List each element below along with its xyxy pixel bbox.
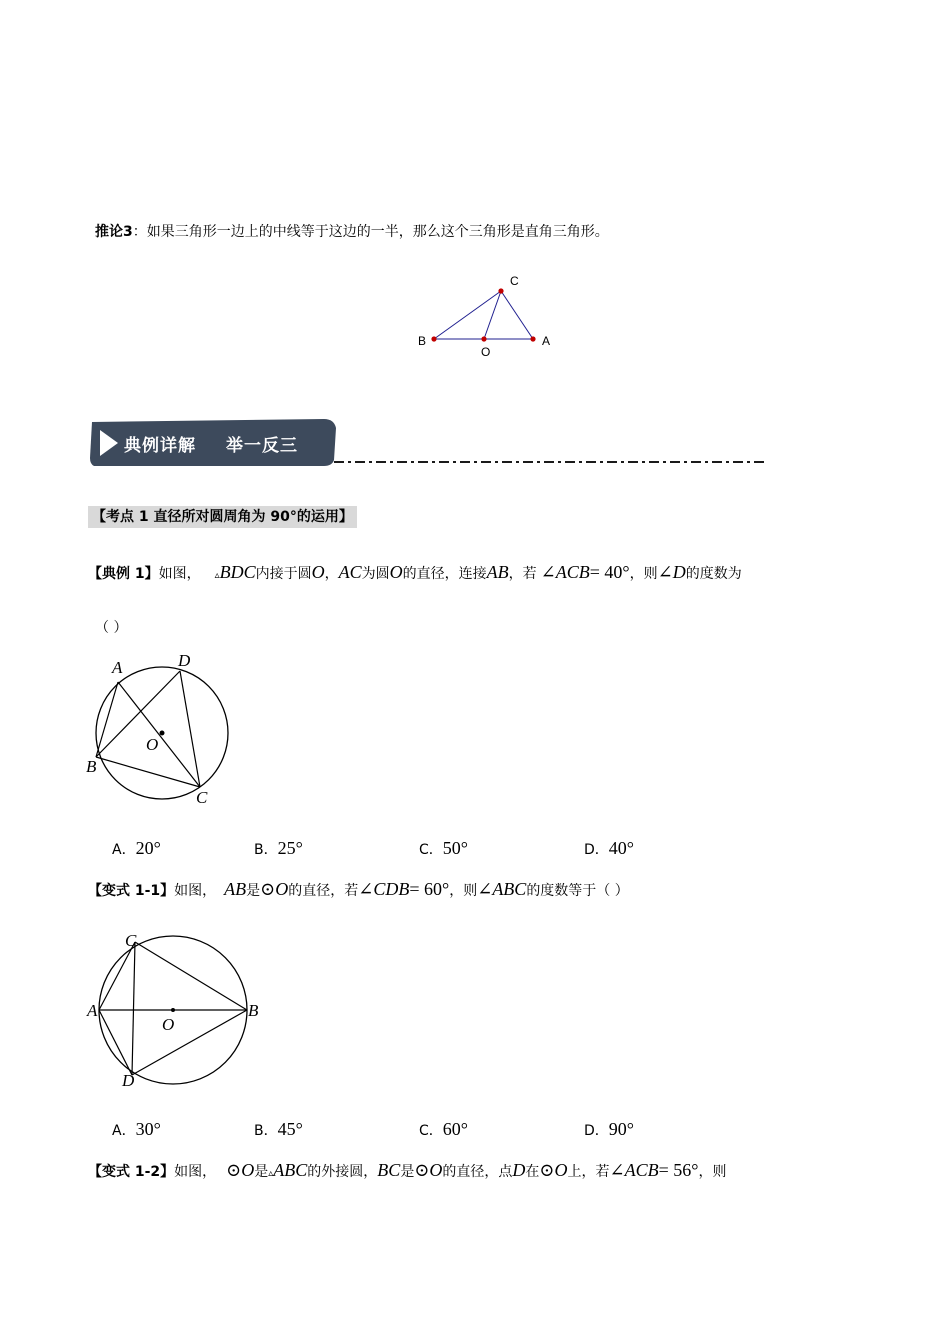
chord-cd bbox=[132, 942, 135, 1075]
label-b: B bbox=[86, 757, 97, 776]
math-value: = 56° bbox=[658, 1160, 699, 1180]
option-letter: D． bbox=[584, 1123, 609, 1139]
math-o: O bbox=[429, 1160, 443, 1180]
chord-ac bbox=[99, 942, 135, 1010]
option-value: 45° bbox=[277, 1119, 303, 1139]
chord-bc bbox=[96, 757, 200, 787]
math-bdc: BDC bbox=[219, 562, 256, 582]
corollary-3 bbox=[95, 222, 609, 242]
angle-icon: ∠ bbox=[609, 1160, 625, 1180]
text-seg: ，则 bbox=[698, 1164, 727, 1180]
triangle-icon: ▵ bbox=[268, 1168, 274, 1179]
circle-o-icon: ⊙ bbox=[414, 1160, 430, 1180]
option-letter: D． bbox=[584, 842, 609, 858]
math-o: O bbox=[389, 562, 403, 582]
point-c bbox=[498, 288, 503, 293]
math-acb: ACB bbox=[624, 1160, 659, 1180]
label-b: B bbox=[418, 334, 427, 348]
text-seg: 是 bbox=[254, 1164, 269, 1180]
text-seg: 上，若 bbox=[567, 1164, 610, 1180]
text-seg: 如图， bbox=[158, 566, 201, 582]
option-value: 30° bbox=[135, 1119, 161, 1139]
variant-1-1-statement bbox=[88, 874, 629, 906]
banner-title: 典例详解 bbox=[124, 436, 196, 456]
option-value: 90° bbox=[608, 1119, 634, 1139]
math-d: D bbox=[512, 1160, 526, 1180]
label-a: A bbox=[87, 1001, 98, 1020]
option-d bbox=[584, 836, 634, 862]
section-banner bbox=[88, 416, 778, 468]
variant-1-1-tag: 【变式 1-1】 bbox=[88, 883, 175, 899]
label-o: O bbox=[146, 735, 159, 754]
segment-bc bbox=[434, 291, 501, 339]
option-value: 40° bbox=[608, 838, 634, 858]
point-a bbox=[530, 336, 535, 341]
text-seg: 的度数为 bbox=[685, 566, 742, 582]
text-seg: ， bbox=[324, 566, 339, 582]
circle-figure-1 bbox=[82, 650, 247, 810]
option-b bbox=[254, 1117, 303, 1143]
text-seg: ，则 bbox=[449, 883, 478, 899]
option-value: 60° bbox=[442, 1119, 468, 1139]
text-seg: 为圆 bbox=[361, 566, 390, 582]
math-o: O bbox=[275, 879, 289, 899]
text-seg: ，则 bbox=[629, 566, 658, 582]
corollary-text: ：如果三角形一边上的中线等于这边的一半，那么这个三角形是直角三角形。 bbox=[132, 224, 609, 240]
example-1-statement bbox=[88, 557, 742, 591]
circle-o-icon: ⊙ bbox=[226, 1160, 242, 1180]
label-a: A bbox=[542, 334, 551, 348]
math-ab: AB bbox=[224, 879, 247, 899]
chord-ad bbox=[99, 1010, 132, 1075]
option-value: 20° bbox=[135, 838, 161, 858]
label-b: B bbox=[248, 1001, 259, 1020]
circle-figure-2 bbox=[82, 932, 262, 1092]
chord-db bbox=[132, 1010, 247, 1075]
angle-icon: ∠ bbox=[657, 562, 673, 582]
center-point bbox=[160, 731, 165, 736]
point-o bbox=[481, 336, 486, 341]
option-c bbox=[419, 836, 468, 862]
corollary-label: 推论3 bbox=[95, 224, 133, 240]
variant-1-2-statement bbox=[88, 1155, 726, 1189]
text-seg: 在 bbox=[525, 1164, 540, 1180]
text-seg: 的直径，若 bbox=[288, 883, 359, 899]
segment-oc bbox=[484, 291, 501, 339]
option-c bbox=[419, 1117, 468, 1143]
option-b bbox=[254, 836, 303, 862]
option-a bbox=[112, 1117, 161, 1143]
circle-o-icon: ⊙ bbox=[539, 1160, 555, 1180]
angle-icon: ∠ bbox=[540, 562, 556, 582]
label-o: O bbox=[481, 345, 491, 359]
label-d: D bbox=[178, 651, 191, 670]
label-c: C bbox=[510, 274, 519, 288]
text-seg: 的直径，连接 bbox=[402, 566, 487, 582]
angle-icon: ∠ bbox=[358, 879, 374, 899]
option-d bbox=[584, 1117, 634, 1143]
circle-o-icon: ⊙ bbox=[260, 879, 276, 899]
text-seg: ，若 bbox=[508, 566, 537, 582]
triangle-figure bbox=[410, 270, 570, 365]
label-d: D bbox=[122, 1071, 135, 1090]
option-letter: B． bbox=[254, 1123, 278, 1139]
option-letter: B． bbox=[254, 842, 278, 858]
math-value: = 40° bbox=[589, 562, 630, 582]
option-letter: A． bbox=[112, 1123, 136, 1139]
option-a bbox=[112, 836, 161, 862]
label-a: A bbox=[112, 658, 123, 677]
math-ab: AB bbox=[486, 562, 509, 582]
angle-icon: ∠ bbox=[477, 879, 493, 899]
math-value: = 60° bbox=[409, 879, 450, 899]
math-acb: ACB bbox=[555, 562, 590, 582]
variant-1-2-tag: 【变式 1-2】 bbox=[88, 1164, 175, 1180]
topic-heading: 【考点 1 直径所对圆周角为 90°的运用】 bbox=[88, 506, 357, 528]
segment-ca bbox=[501, 291, 533, 339]
label-o: O bbox=[162, 1015, 175, 1034]
point-b bbox=[431, 336, 436, 341]
text-seg: 的外接圆， bbox=[307, 1164, 378, 1180]
text-seg: 是 bbox=[400, 1164, 415, 1180]
example-1-tag: 【典例 1】 bbox=[88, 566, 159, 582]
math-o: O bbox=[241, 1160, 255, 1180]
math-bc: BC bbox=[377, 1160, 401, 1180]
text-seg: 如图， bbox=[174, 1164, 217, 1180]
math-cdb: CDB bbox=[373, 879, 410, 899]
chord-cb bbox=[135, 942, 247, 1010]
option-value: 50° bbox=[442, 838, 468, 858]
text-seg: 的度数等于（ ） bbox=[526, 883, 629, 899]
option-letter: A． bbox=[112, 842, 136, 858]
math-o: O bbox=[311, 562, 325, 582]
text-seg: 的直径，点 bbox=[442, 1164, 513, 1180]
banner-subtitle: 举一反三 bbox=[226, 436, 298, 456]
text-seg: 是 bbox=[246, 883, 261, 899]
chord-dc bbox=[180, 671, 200, 787]
label-c: C bbox=[125, 932, 137, 950]
example-1-paren: （ ） bbox=[95, 620, 128, 636]
text-seg: 如图， bbox=[174, 883, 217, 899]
option-letter: C． bbox=[419, 842, 443, 858]
math-ac: AC bbox=[338, 562, 362, 582]
math-d: D bbox=[672, 562, 686, 582]
text-seg: 内接于圆 bbox=[255, 566, 312, 582]
center-point bbox=[171, 1008, 175, 1012]
option-letter: C． bbox=[419, 1123, 443, 1139]
math-abc: ABC bbox=[492, 879, 527, 899]
option-value: 25° bbox=[277, 838, 303, 858]
label-c: C bbox=[196, 788, 208, 807]
triangle-icon: ▵ bbox=[214, 570, 220, 581]
math-abc: ABC bbox=[273, 1160, 308, 1180]
math-o: O bbox=[554, 1160, 568, 1180]
diameter-ac bbox=[118, 682, 200, 787]
